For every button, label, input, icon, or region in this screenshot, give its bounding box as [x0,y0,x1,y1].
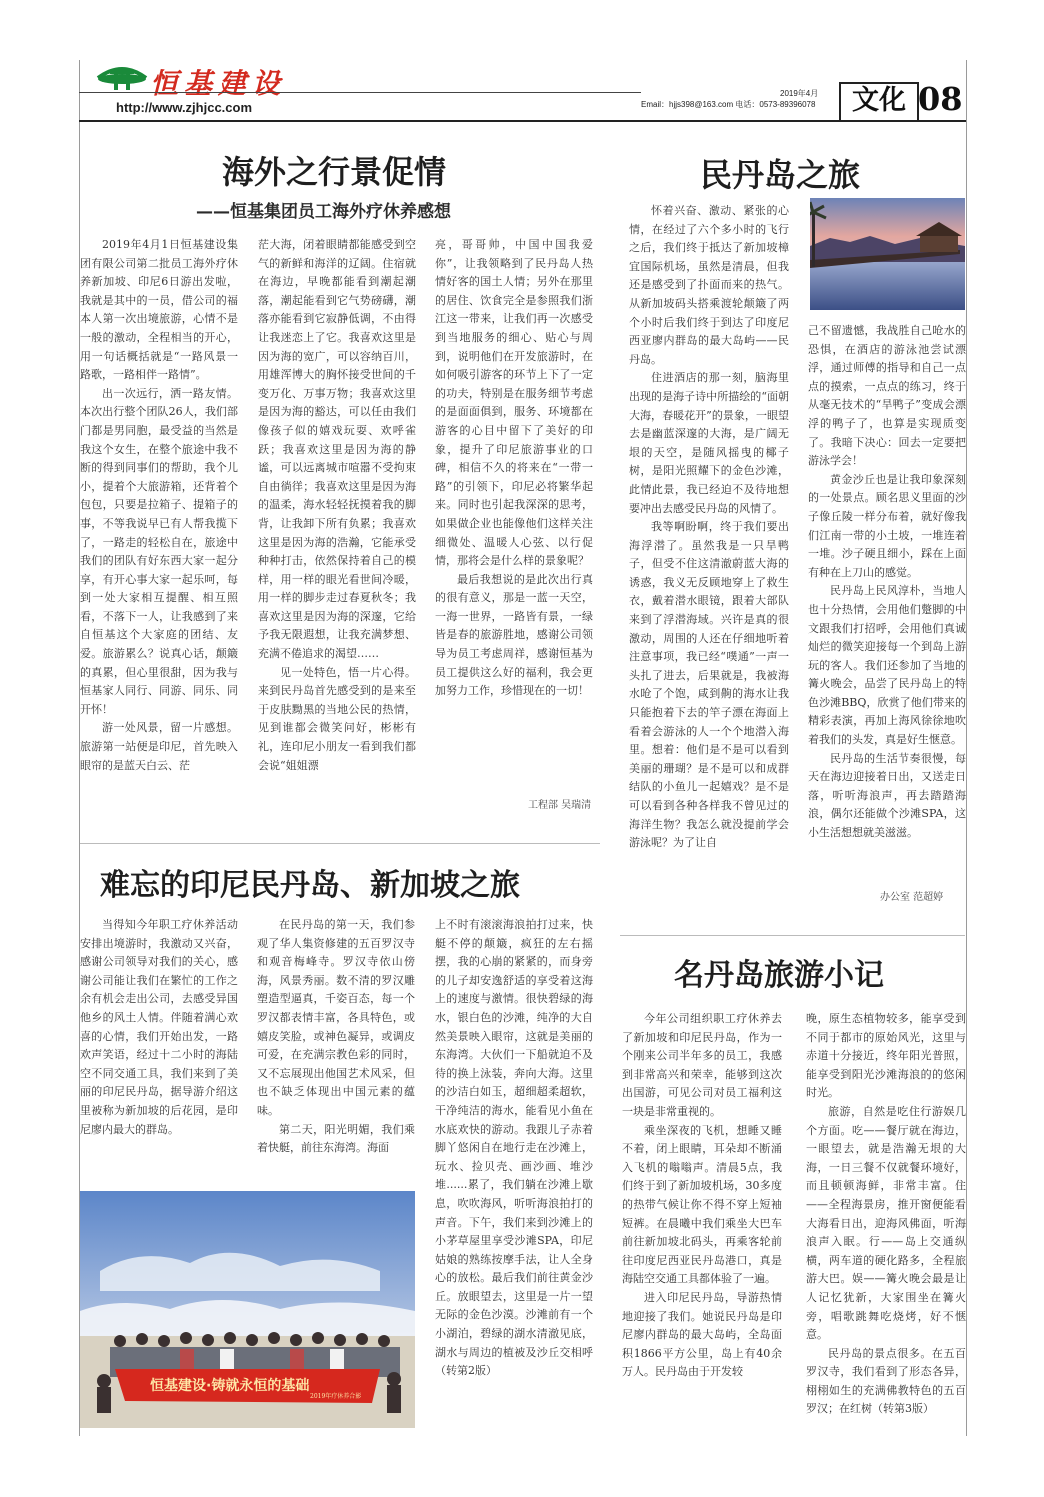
paragraph: 己不留遗憾，我战胜自己呛水的恐惧，在酒店的游泳池尝试漂浮，通过师傅的指导和自己一点点的摸索，一点点的练习，终于从毫无技术的“旱鸭子”变成会漂浮的鸭子了，也算是实现质变了。我暗下决心：回去一定要把游泳学会！ [808,324,966,468]
contact-info: Email：hjjs398@163.com 电话：0573-89396078 [641,100,816,109]
paragraph: 亮，哥哥帅，中国中国我爱你”，让我领略到了民丹岛人热情好客的国土人情；另外在那里的居住、饮食完全是参照我们浙江这一带来，让我们再一次感受到当地服务的细心、贴心与周到，说明他们在开发旅游时，在如何吸引游客的环节上下了一定的功夫，特别是在服务细节考虑的是面面俱到，服务、环境都在游客的心目中留下了美好的印象，提升了印尼旅游事业的口碑，相信不久的将来在“一带一路”的引领下，印尼必将繁华起来。同时也引起我深深的思考，如果做企业也能像他们这样关注细微处、温暖人心弦、以行促情，那将会是什么样的景象呢？ [435,238,593,568]
paragraph: 最后我想说的是此次出行真的很有意义，那是一蓝一天空，一海一世界，一路皆有景，一绿皆是春的旅游胜地，感谢公司领导为员工考虑周祥，感谢恒基为员工提供这么好的福利，我会更加努力工作，珍惜现在的一切！ [435,572,593,698]
group-photo [80,1191,415,1428]
article1-byline: 工程部 吴瑞清 [528,800,592,811]
article1-col2 [258,236,416,820]
article1-subtitle: ——恒基集团员工海外疗休养感想 [196,202,451,222]
article1-col1 [80,236,238,820]
photo-banner-text: 恒基建设·铸就永恒的基础 [150,1378,310,1394]
paragraph: 旅游，自然是吃住行游娱几个方面。吃——餐厅就在海边，一眼望去，就是浩瀚无垠的大海，一日三餐不仅就餐环境好，而且顿顿海鲜，非常丰富。住——全程海景房，推开窗便能看大海看日出，迎海风佛面，听海浪声入眠。行——岛上交通纵横，两车道的硬化路多，全程旅游大巴。娱——篝火晚会最是让人记忆犹新，大家围坐在篝火旁，唱歌跳舞吃烧烤，好不惬意。 [806,1104,966,1342]
divider [80,843,600,844]
paragraph: 当得知今年职工疗休养活动安排出境游时，我激动又兴奋，感谢公司领导对我们的关心，感谢公司能让我们在繁忙的工作之余有机会走出公司，去感受异国他乡的风土人情。伴随着满心欢喜的心情，我们开始出发，一路欢声笑语，经过十二小时的海陆空不同交通工具，我们来到了美丽的印尼民丹岛，据导游介绍这里被称为新加坡的后花园，是印尼廖内最大的群岛。 [80,918,238,1136]
article4-col2 [806,1010,966,1428]
paragraph: 我等啊盼啊，终于我们要出海浮潜了。虽然我是一只旱鸭子，但受不住这清澈蔚蓝大海的诱惑，我义无反顾地穿上了救生衣，戴着潜水眼镜，跟着大部队来到了浮潜海域。兴许是真的很激动，周围的人还在仔细地听着注意事项，我已经“噗通”一声一头扎了进去，后果就是，我被海水呛了个饱，咸到齁的海水让我只能抱着下去的竿子漂在海面上看着会游泳的人一个个地潜入海里。想着：他们是不是可以看到美丽的珊瑚？是不是可以和成群结队的小鱼儿一起嬉戏？是不是可以看到各种各样我不曾见过的海洋生物？我怎么就没提前学会游泳呢？为了让自 [629,520,789,850]
article2-col2 [808,322,966,870]
paragraph: 民丹岛的景点很多。在五百罗汉寺，我们看到了形态各异，栩栩如生的充满佛教特色的五百罗汉；在红树（转第3版） [806,1346,966,1416]
paragraph: 见一处特色，悟一片心得。来到民丹岛首先感受到的是来至于皮肤黝黑的当地公民的热情，见到谁都会微笑问好，彬彬有礼，连印尼小朋友一看到我们都会说“姐姐漂 [258,665,416,772]
paragraph: 在民丹岛的第一天，我们参观了华人集资修建的五百罗汉寺和观音梅峰寺。罗汉寺依山傍海，风景秀丽。数不清的罗汉雕塑造型逼真，千姿百态，每一个罗汉都表情丰富，各具特色，或嬉皮笑脸，或神色凝异，或调皮可爱，在充满宗教色彩的同时，又不忘展现出他国艺术风采，但也不缺乏体现出中国元素的蕴味。 [257,918,415,1117]
paragraph: 黄金沙丘也是让我印象深刻的一处景点。顾名思义里面的沙子像丘陵一样分布着，就好像我们江南一带的小土坡，一堆连着一堆。沙子硬且细小，踩在上面有种在上刀山的感觉。 [808,472,966,579]
article2-title: 民丹岛之旅 [700,156,861,194]
website-url[interactable]: http://www.zjhjcc.com [116,100,253,115]
paragraph: 进入印尼民丹岛，导游热情地迎接了我们。她说民丹岛是印尼廖内群岛的最大岛屿，全岛面积1866平方公里，岛上有40余万人。民丹岛由于开发较 [622,1290,782,1379]
paragraph: 第二天，阳光明媚，我们乘着快艇，前往东海湾。海面 [257,1122,415,1155]
article4-col1 [622,1010,782,1428]
paragraph: 游一处风景，留一片感想。旅游第一站便是印尼，首先映入眼帘的是蓝天白云、茫 [80,721,238,772]
paragraph: 民丹岛的生活节奏很慢，每天在海边迎接着日出，又送走日落，听听海浪声，再去踏踏海浪，偶尔还能做个沙滩SPA，这小生活想想就美滋滋。 [808,751,966,840]
divider [620,935,965,936]
article3-col2 [257,916,415,1178]
section-label: 文化 [839,82,919,122]
article1-col3 [435,236,593,796]
paragraph: 出一次远行，洒一路友情。本次出行整个团队26人，我们部门都是男同胞，最受益的当然是我这个女生，在整个旅途中我不断的得到同事们的帮助，我个儿小，提着个大旅游箱，还背着个包包，只要是拉箱子、提箱子的事，不等我说早已有人帮我揽下了，一路走的轻松自在，旅途中我们的团队有好东西大家一起分享，有开心事大家一起乐呵，每到一处大家相互提醒、相互照看，不落下一人，让我感到了来自恒基这个大家庭的团结、友爱。旅游累么？说真心话，颠簸的真累，但心里很甜，因为我与恒基家人同行、同游、同乐、同开怀！ [80,386,238,716]
article3-col3 [435,916,593,1428]
resort-pier-photo [810,198,965,310]
paragraph: 民丹岛上民风淳朴，当地人也十分热情，会用他们蹩脚的中文跟我们打招呼，会用他们真诚灿烂的微笑迎接每一个到岛上游玩的客人。我们还参加了当地的篝火晚会，品尝了民丹岛上的特色沙滩BBQ，欣赏了他们带来的精彩表演，再加上海风徐徐地吹着我们的头发，真是好生惬意。 [808,584,966,747]
paragraph: 乘坐深夜的飞机，想睡又睡不着，闭上眼睛，耳朵却不断涌入飞机的嗡嗡声。清晨5点，我们终于到了新加坡机场，30多度的热带气候让你不得不穿上短袖短裤。在晨曦中我们乘坐大巴车前往新加坡北码头，再乘客轮前往印度尼西亚民丹岛港口，真是海陆空交通工具都体验了一遍。 [622,1123,782,1286]
masthead-rule-thin [79,92,641,93]
logo-icon [96,62,148,92]
article1-title: 海外之行景促情 [222,153,447,191]
paragraph: 怀着兴奋、激动、紧张的心情，在经过了六个多小时的飞行之后，我们终于抵达了新加坡樟宜国际机场，虽然是清晨，但我还是感受到了扑面而来的热气。从新加坡码头搭乘渡轮颠簸了两个小时后我们终于到达了印度尼西亚廖内群岛的最大岛屿——民丹岛。 [629,204,789,366]
paragraph: 住进酒店的那一刻，脑海里出现的是海子诗中所描绘的“面朝大海，春暖花开”的景象，一眼望去是幽蓝深邃的大海，是广阔无垠的天空，是随风摇曳的椰子树，是阳光照耀下的金色沙滩，此情此景，我已经迫不及待地想要冲出去感受民丹岛的风情了。 [629,371,789,515]
article3-col1 [80,916,238,1178]
paragraph: 今年公司组织职工疗休养去了新加坡和印尼民丹岛，作为一个刚来公司半年多的员工，我感到非常高兴和荣幸，能够到这次出国游，可见公司对员工福利这一块是非常重视的。 [622,1012,782,1118]
article4-title: 名丹岛旅游小记 [674,958,884,993]
page-number: 08 [918,80,963,118]
masthead-rule [79,120,966,122]
paragraph: 上不时有滚滚海浪拍打过来，快艇不停的颠簸，疯狂的左右摇摆，我的心崩的紧紧的，而身旁的儿子却安逸舒适的享受着这海上的速度与激情。很快碧绿的海水，银白色的沙滩，纯净的大自然美景映入眼帘，这就是美丽的东海湾。大伙们一下船就迫不及待的换上泳装，奔向大海。这里的沙洁白如玉，超细超柔超软，干净纯洁的海水，能看见小鱼在水底欢快的游动。我跟儿子赤着脚丫悠闲自在地行走在沙滩上，玩水、捡贝壳、画沙画、堆沙堆......累了，我们躺在沙滩上歇息，吹吹海风，听听海浪拍打的声音。下午，我们来到沙滩上的小茅草屋里享受沙滩SPA，印尼姑娘的熟练按摩手法，让人全身心的放松。最后我们前往黄金沙丘。放眼望去，这里是一片一望无际的金色沙漠。沙滩前有一个小湖泊，碧绿的湖水清澈见底，湖水与周边的植被及沙丘交相呼（转第2版） [435,918,593,1378]
paragraph: 晚，原生态植物较多，能享受到不同于都市的原始风光，这里与赤道十分接近，终年阳光普照，能享受到阳光沙滩海浪的的悠闲时光。 [806,1012,966,1100]
article3-title: 难忘的印尼民丹岛、新加坡之旅 [100,868,520,903]
paragraph: 茫大海，闭着眼睛都能感受到空气的新鲜和海洋的辽阔。住宿就在海边，早晚都能看到潮起潮落，潮起能看到它气势磅礴，潮落亦能看到它寂静低调，不由得让我迷恋上了它。我喜欢这里是因为海的宽广，可以容纳百川，用雄浑博大的胸怀接受世间的千变万化、万事万物；我喜欢这里是因为海的豁达，可以任由我们像孩子似的嬉戏玩耍、欢呼雀跃；我喜欢这里是因为海的静谧，可以远离城市喧嚣不受拘束自由徜徉；我喜欢这里是因为海的温柔，海水轻轻抚摸着我的脚背，让我卸下所有负累；我喜欢这里是因为海的浩瀚，它能承受种种打击，依然保持着自己的模样，用一样的眼光看世间冷暖，用一样的脚步走过春夏秋冬；我喜欢这里是因为海的深邃，它给予我无限遐想，让我充满梦想、充满不倦追求的渴望…… [258,238,416,661]
article2-byline: 办公室 范超婷 [880,892,944,903]
logo-text: 恒基建设 [150,67,287,100]
issue-date: 2019年4月 [780,89,819,98]
paragraph: 2019年4月1日恒基建设集团有限公司第二批员工海外疗休养新加坡、印尼6日游出发啦，我就是其中的一员，借公司的福本人第一次出境旅游，心情不是一般的激动，全程相当的开心，用一句话概括就是“一路风景一路歌，一路相伴一路情”。 [80,238,238,382]
article2-col1 [629,202,789,900]
photo-caption: 2019年疗休养合影 [310,1393,362,1400]
